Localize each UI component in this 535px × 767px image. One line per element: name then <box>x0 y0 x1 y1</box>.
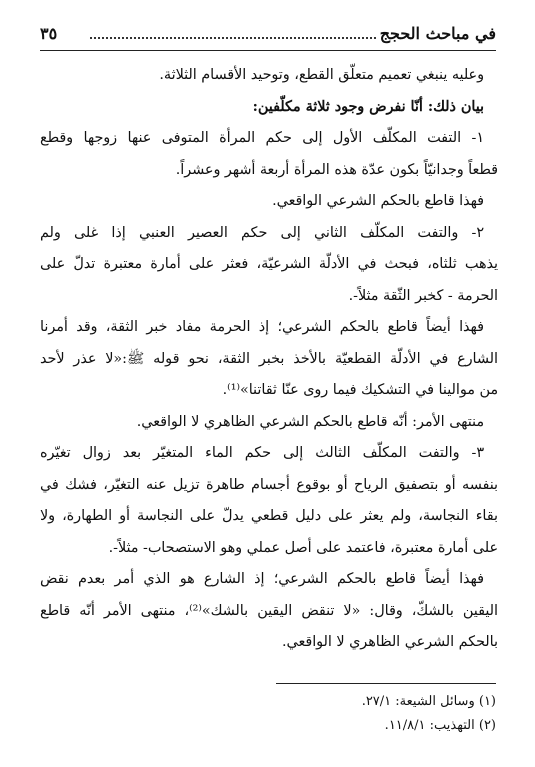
footnotes <box>38 690 496 738</box>
footnote: (٢) التهذيب: ١١/٨/١. <box>384 718 496 733</box>
text-line: وعليه ينبغي تعميم متعلّق القطع، وتوحيد الأقسام الثلاثة. <box>159 67 484 83</box>
text-line: فهذا أيضاً قاطع بالحكم الشرعي؛ إذ الشارع هو الذي أمر بعدم نقض <box>40 571 484 587</box>
page-number: ٣٥ <box>40 24 61 43</box>
text-line: بالحكم الشرعي الظاهري لا الواقعي. <box>282 634 498 650</box>
text-line: قطعاً وجدانيّاً بكون عدّة هذه المرأة أربعة أشهر وعشراً. <box>175 161 498 178</box>
text-line: من موالينا في التشكيك فيما روى عنّا ثقاتنا»⁽¹⁾. <box>222 382 498 398</box>
text-line: ٢- والتفت المكلّف الثاني إلى حكم العصير العنبي إذا غلى ولم <box>40 224 484 241</box>
text-line: على أمارة معتبرة، فاعتمد على أصل عملي وهو الاستصحاب- مثلاً-. <box>108 539 498 556</box>
footnote: (١) وسائل الشيعة: ٢٧/١. <box>361 694 496 709</box>
text-line: يذهب ثلثاه، فبحث في الأدلّة الشرعيّة، فعثر على أمارة معتبرة تدلّ على <box>40 256 498 272</box>
text-line: بيان ذلك: أنّا نفرض وجود ثلاثة مكلّفين: <box>252 98 484 115</box>
text-line: الحرمة - كخبر الثّقة مثلاً-. <box>348 287 498 304</box>
body-text <box>40 60 498 659</box>
footnote-separator <box>276 683 496 684</box>
text-line: بقاء النجاسة، ولم يعثر على دليل قطعي يدلّ على النجاسة أو الطهارة، ولا <box>40 508 498 524</box>
running-title: في مباحث الحجج <box>376 24 496 43</box>
text-line: بنفسه أو بتصفيق الرياح أو بوقوع أجسام طاهرة تزيل عنه التغيّر، فشك في <box>40 476 498 493</box>
text-line: فهذا قاطع بالحكم الشرعي الواقعي. <box>272 193 484 209</box>
text-line: ٣- والتفت المكلّف الثالث إلى حكم الماء المتغيّر بعد زوال تغيّره <box>40 445 484 461</box>
leader-dots <box>90 37 376 39</box>
text-line: منتهى الأمر: أنّه قاطع بالحكم الشرعي الظاهري لا الواقعي. <box>136 413 484 430</box>
text-line: اليقين بالشكّ، وقال: «لا تنقض اليقين بالشك»⁽²⁾، منتهى الأمر أنّه قاطع <box>40 602 498 619</box>
page-header <box>40 22 496 51</box>
text-line: ١- التفت المكلّف الأول إلى حكم المرأة المتوفى عنها زوجها وقطع <box>40 130 484 146</box>
text-line: فهذا أيضاً قاطع بالحكم الشرعي؛ إذ الحرمة مفاد خبر الثقة، وقد أمرنا <box>40 319 484 335</box>
text-line: الشارع في الأدلّة القطعيّة بالأخذ بخبر الثقة، نحو قوله ﷺ:«لا عذر لأحد <box>40 350 498 367</box>
